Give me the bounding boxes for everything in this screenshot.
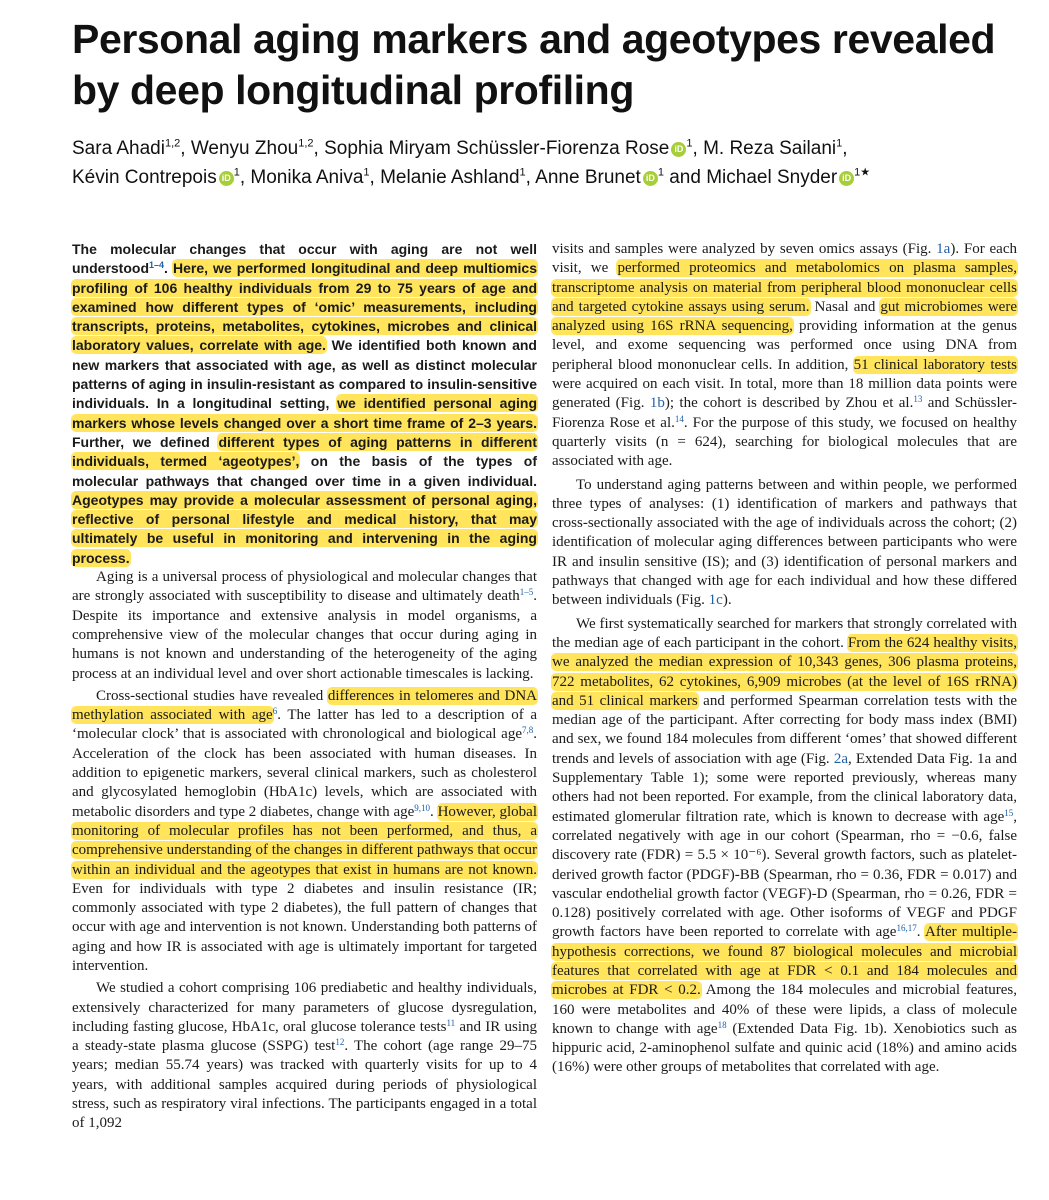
body-paragraph xyxy=(72,568,537,684)
text-run: . xyxy=(916,924,925,941)
highlighted-text: After multiple-hypothesis corrections, we found 87 biological molecules and microbial features that correlated with age at FDR < 0.1 and 184 molecules and microbes at FDR < 0.2. xyxy=(552,924,1017,999)
text-run: We studied a cohort comprising 106 prediabetic and healthy individuals, extensively characterized for many parameters of glucose dysregulation, including fasting glucose, HbA1c, oral glucose tolerance tests xyxy=(72,980,537,1035)
text-run: . Despite its importance and extensive analysis in model organisms, a comprehensive view of the molecular changes that occur during aging in humans is not known and understanding of the heterogeneity of the aging process at an individual level and over short actionable timescales is lacking. xyxy=(72,588,537,682)
text-run: and IR using a steady-state plasma glucose (SSPG) test xyxy=(72,1018,537,1055)
text-run: were acquired on each visit. In total, more than 18 million data points were generated (Fig. xyxy=(552,376,1017,412)
figure-ref[interactable]: 1c xyxy=(708,592,723,609)
text-run: To understand aging patterns between and within people, we performed three types of analyses: (1) identification of markers and pathways that cross-sectionally associated with the age of individuals across the cohort; (2) identification of molecular aging differences between participants who were IR and insulin sensitive (IS); and (3) identification of personal markers and pathways that changed with age for each individual and how these differed between individuals (Fig. xyxy=(552,476,1017,609)
author-name: Monika Aniva xyxy=(250,167,364,188)
highlighted-text: From the 624 healthy visits, we analyzed the median expression of 10,343 genes, 306 plasma proteins, 722 metabolites, 62 cytokines, 6,909 microbes (at the level of 16S rRNA) and 51 clinical markers xyxy=(552,634,1017,709)
highlighted-text: we identified personal aging markers whose levels changed over a short time frame of 2–3 years. xyxy=(72,395,537,431)
author xyxy=(324,138,692,159)
author-affiliation: 1 xyxy=(657,166,664,179)
citation-ref[interactable]: 15 xyxy=(1004,807,1014,818)
author-affiliation: 1 xyxy=(686,137,693,150)
text-run: Further, we defined xyxy=(72,433,219,450)
text-run: . xyxy=(164,260,173,277)
author-name: Wenyu Zhou xyxy=(190,138,299,159)
paper-title: Personal aging markers and ageotypes revealed by deep longitudinal profiling xyxy=(72,16,996,113)
text-run: Nasal and xyxy=(809,298,881,315)
text-run: . For the purpose of this study, we focused on healthy quarterly visits (n = 624), searching for biological molecules that are associated with age. xyxy=(552,414,1017,470)
author-name: Michael Snyder xyxy=(706,167,838,188)
author xyxy=(703,138,842,159)
citation-ref[interactable]: 14 xyxy=(674,413,684,424)
author-affiliation: 1★ xyxy=(854,166,871,179)
highlighted-text: However, global monitoring of molecular profiles has not been performed, and thus, a comprehensive understanding of the changes in different pathways that occur within an individual and the ageotypes that exist in humans are not known. xyxy=(72,803,538,878)
citation-ref[interactable]: 7,8 xyxy=(522,725,534,736)
text-run: ); the cohort is described by Zhou et al. xyxy=(664,395,914,412)
text-run: ). For each visit, we xyxy=(552,241,1017,277)
author xyxy=(535,167,664,188)
text-run: We first systematically searched for markers that strongly correlated with the median age of each participant in the cohort. xyxy=(552,615,1017,651)
text-run: (Extended Data Fig. 1b). Xenobiotics such as hippuric acid, 2-aminophenol sulfate and quinic acid (18%) and amino acids (16%) were other groups of metabolites that correlated with age. xyxy=(552,1020,1017,1076)
author-list: Sara Ahadi$^{1,2}$, Wenyu Zhou$^{1,2}$, Sophia Miryam Schüssler-Fiorenza Rose iD $^1$, M. Reza Sailani$^1$, Kévin Contrepois iD $^1$, Monika Aniva$^1$, Melanie Ashland$^1$, Anne Brunet iD $^1$ and Michael Snyder iD $^{1★}$ xyxy=(72,137,871,188)
text-run: ). xyxy=(722,592,732,609)
author xyxy=(191,138,314,159)
abstract xyxy=(72,240,537,568)
author xyxy=(706,167,870,188)
citation-ref[interactable]: 13 xyxy=(913,394,923,405)
author-name: M. Reza Sailani xyxy=(703,138,837,159)
text-run: , Extended Data Fig. 1a and Supplementary Table 1); some were reported previously, whereas many others had not been reported. For example, from the clinical laboratory data, estimated glomerular filtration rate, which is known to decrease with age xyxy=(552,750,1017,825)
orcid-icon[interactable]: iD xyxy=(839,171,854,186)
citation-ref[interactable]: 9,10 xyxy=(414,802,431,813)
citation-ref[interactable]: 6 xyxy=(272,706,278,717)
figure-ref[interactable]: 1a xyxy=(936,241,951,257)
author-affiliation: 1,2 xyxy=(164,137,181,150)
author xyxy=(380,167,526,188)
body-paragraph xyxy=(72,979,537,1133)
text-run: Aging is a universal process of physiological and molecular changes that are strongly associated with susceptibility to disease and ultimately death xyxy=(72,569,537,605)
text-run: and Schüssler-Fiorenza Rose et al. xyxy=(552,395,1017,431)
author xyxy=(250,167,369,188)
highlighted-text: different types of aging patterns in different individuals, termed ‘ageotypes’, xyxy=(72,433,537,470)
author-name: Anne Brunet xyxy=(535,167,641,188)
citation-ref[interactable]: 1–5 xyxy=(519,587,534,598)
citation-ref[interactable]: 11 xyxy=(446,1017,456,1028)
text-run: Even for individuals with type 2 diabetes and insulin resistance (IR; commonly associated with type 2 diabetes), the full pattern of changes that occur with age and intervention is not known. Understanding both patterns of aging and how IR is associated with age is ultimately important for targeted intervention. xyxy=(72,880,537,974)
text-run: and performed Spearman correlation tests with the median age of the participant. After correcting for body mass index (BMI) and sex, we found 184 molecules from different ‘omes’ that showed different trends and levels of association with age (Fig. xyxy=(552,692,1017,767)
highlighted-text: Ageotypes may provide a molecular assessment of personal aging, reflective of personal lifestyle and medical history, that may ultimately be useful in monitoring and intervening in the aging process. xyxy=(72,491,537,566)
highlighted-text: differences in telomeres and DNA methylation associated with age xyxy=(72,687,537,724)
author-affiliation: 1 xyxy=(363,166,370,179)
text-run: on the basis of the types of molecular pathways that changed over time in a given individual. xyxy=(72,453,537,489)
left-column xyxy=(72,240,537,1137)
figure-ref[interactable]: 1b xyxy=(649,395,665,412)
text-run: The molecular changes that occur with aging are not well understood xyxy=(72,241,537,277)
author-affiliation: 1,2 xyxy=(298,137,314,150)
text-run: We identified both known and new markers that associated with age, as well as distinct molecular patterns of aging in insulin-resistant as compared to insulin-sensitive individuals. In a longitudinal setting, xyxy=(72,337,537,412)
body-paragraph xyxy=(72,687,537,976)
citation-ref[interactable]: 12 xyxy=(335,1037,345,1048)
text-run: . Acceleration of the clock has been associated with human diseases. In addition to epigenetic markers, several clinical markers, such as cholesterol and glycosylated hemoglobin (HbA1c) levels, which are associated with metabolic disorders and type 2 diabetes, change with age xyxy=(72,726,537,820)
highlighted-text: 51 clinical laboratory tests xyxy=(853,356,1017,373)
orcid-icon[interactable]: iD xyxy=(671,142,686,157)
orcid-icon[interactable]: iD xyxy=(643,171,658,186)
highlighted-text: performed proteomics and metabolomics on plasma samples, transcriptome analysis on material from peripheral blood mononuclear cells and targeted cytokine assays using serum. xyxy=(552,260,1017,315)
citation-ref[interactable]: 18 xyxy=(717,1019,727,1030)
orcid-icon[interactable]: iD xyxy=(219,171,234,186)
author xyxy=(72,167,240,188)
text-columns xyxy=(72,240,1017,1137)
highlighted-text: Here, we performed longitudinal and deep multiomics profiling of 106 healthy individuals from 29 to 75 years of age and examined how different types of ‘omic’ measurements, including transcripts, proteins, metabolites, cytokines, microbes and clinical laboratory values, correlate with age. xyxy=(72,260,538,354)
text-run: . xyxy=(430,803,438,820)
text-run: . The cohort (age range 29–75 years; median 55.74 years) was tracked with quarterly visits for up to 4 years, with additional samples acquired during periods of physiological stress, such as respiratory viral infections. The participants engaged in a total of 1,092 xyxy=(72,1038,537,1132)
body-paragraph xyxy=(552,476,1017,611)
text-run: . The latter has led to a description of a ‘molecular clock’ that is associated with chronological and biological age xyxy=(72,707,538,743)
author-name: Sophia Miryam Schüssler-Fiorenza Rose xyxy=(324,138,670,159)
right-column xyxy=(552,240,1017,1137)
citation-ref[interactable]: 16,17 xyxy=(896,923,917,934)
highlighted-text: gut microbiomes were analyzed using 16S rRNA sequencing, xyxy=(552,298,1017,335)
author-affiliation: 1 xyxy=(836,137,843,150)
author xyxy=(72,138,180,159)
text-run: Among the 184 molecules and microbial features, 160 were metabolites and 40% of these were lipids, a class of molecule known to change with age xyxy=(552,982,1017,1037)
text-run: visits and samples were analyzed by seven omics assays (Fig. xyxy=(552,241,937,257)
citation-ref[interactable]: 1–4 xyxy=(149,260,165,271)
author-name: Sara Ahadi xyxy=(72,138,165,159)
text-run: providing information at the genus level, and exome sequencing was performed once using DNA from peripheral blood mononuclear cells. In addition, xyxy=(552,318,1017,373)
figure-ref[interactable]: 2a xyxy=(833,750,848,767)
author-name: Kévin Contrepois xyxy=(72,167,217,188)
text-run: , correlated negatively with age in our cohort (Spearman, rho = −0.6, false discovery rate (FDR) = 5.5 × 10⁻⁶). Several growth factors, such as platelet-derived growth factor (PDGF)-BB (Spearman, rho = 0.36, FDR = 0.017) and vascular endothelial growth factor (VEGF)-D (Spearman, rho = 0.26, FDR = 0.128) positively correlated with age. Other isoforms of VEGF and PDGF growth factors have been reported to correlate with age xyxy=(552,808,1017,941)
body-paragraph xyxy=(552,615,1017,1078)
author-affiliation: 1 xyxy=(519,166,526,179)
text-run: Cross-sectional studies have revealed xyxy=(96,687,328,704)
author-affiliation: 1 xyxy=(233,166,240,179)
body-paragraph xyxy=(552,240,1017,472)
author-name: Melanie Ashland xyxy=(380,167,520,188)
